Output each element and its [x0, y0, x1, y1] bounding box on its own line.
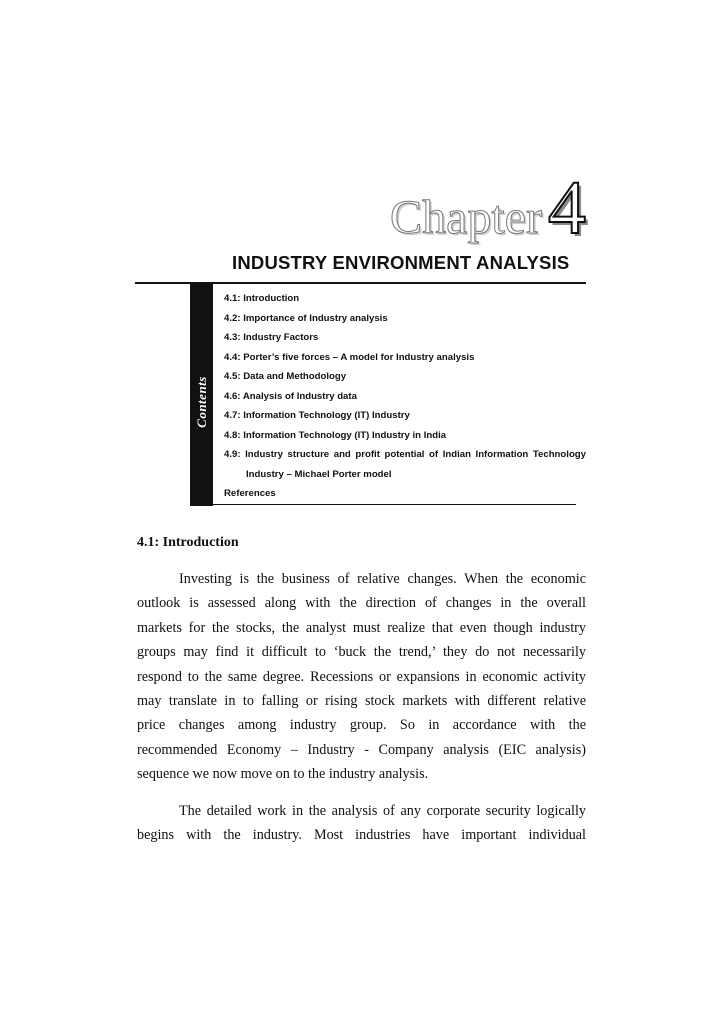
chapter-number: 4 — [548, 166, 586, 250]
contents-sidebar — [190, 284, 213, 506]
paragraph-line: markets for the stocks, the analyst must realize that even though industry — [137, 619, 586, 636]
chapter-heading — [390, 166, 586, 250]
paragraph-line: groups may find it difficult to ‘buck the trend,’ they do not necessarily — [137, 644, 586, 661]
body-paragraph — [137, 799, 586, 848]
paragraph-line: price changes among industry group. So in accordance with the — [137, 717, 586, 734]
toc-item: 4.8: Information Technology (IT) Industry in India — [224, 429, 447, 441]
toc-item: 4.6: Analysis of Industry data — [224, 390, 357, 402]
toc-item: 4.7: Information Technology (IT) Industry — [224, 410, 410, 421]
paragraph-line: Investing is the business of relative changes. When the economic — [179, 571, 586, 587]
paragraph-line: The detailed work in the analysis of any corporate security logically — [179, 803, 586, 819]
chapter-word: Chapter — [390, 191, 542, 244]
toc-item: 4.9: Industry structure and profit potential of Indian Information Technology — [224, 449, 586, 460]
contents-label: Contents — [193, 376, 209, 428]
toc-item: 4.1: Introduction — [224, 293, 300, 304]
table-of-contents — [224, 289, 586, 504]
toc-item-continuation: Industry – Michael Porter model — [246, 468, 392, 480]
toc-item: 4.2: Importance of Industry analysis — [224, 312, 388, 324]
paragraph-line: outlook is assessed along with the direction of changes in the overall — [137, 595, 586, 612]
paragraph-line: respond to the same degree. Recessions or expansions in economic activity — [137, 668, 586, 685]
contents-bottom-rule — [213, 504, 576, 505]
toc-item-references: References — [224, 488, 276, 499]
section-heading: 4.1: Introduction — [137, 535, 239, 550]
chapter-title: INDUSTRY ENVIRONMENT ANALYSIS — [232, 252, 570, 273]
toc-item: 4.5: Data and Methodology — [224, 371, 347, 382]
toc-item: 4.3: Industry Factors — [224, 332, 319, 343]
paragraph-line: recommended Economy – Industry - Company analysis (EIC analysis) — [137, 741, 586, 758]
paragraph-line: begins with the industry. Most industries have important individual — [137, 827, 586, 844]
paragraph-line: may translate in to falling or rising stock markets with different relative — [137, 692, 586, 709]
toc-item: 4.4: Porter’s five forces – A model for Industry analysis — [224, 351, 475, 363]
paragraph-line: sequence we now move on to the industry analysis. — [137, 766, 429, 783]
body-paragraph — [137, 567, 586, 787]
